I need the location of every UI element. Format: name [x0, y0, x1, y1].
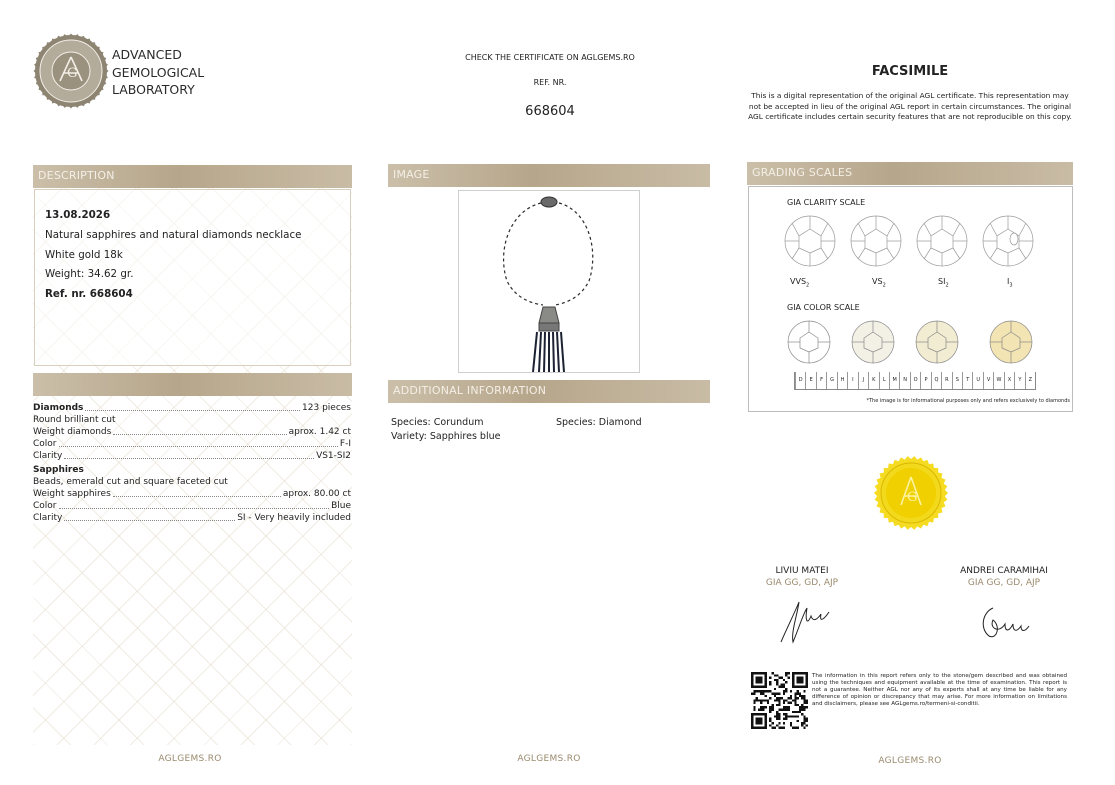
sapphire-weight-row: Weight sapphires aprox. 80.00 ct: [33, 489, 351, 499]
variety-sapphire: Variety: Sapphires blue: [391, 431, 501, 442]
color-grade-d: D: [795, 372, 805, 389]
sapphire-color-row: Color Blue: [33, 501, 351, 511]
description-header: DESCRIPTION: [33, 165, 352, 188]
color-scale-diagrams: [787, 320, 1047, 366]
diamond-weight-row: Weight diamonds aprox. 1.42 ct: [33, 427, 351, 437]
color-grade-p: P: [920, 372, 930, 389]
color-grade-s: S: [952, 372, 962, 389]
diamond-clarity-row: Clarity VS1-SI2: [33, 451, 351, 461]
diamond-color-row: Color F-I: [33, 439, 351, 449]
color-grade-y: Y: [1014, 372, 1024, 389]
clarity-label-i: $I_3$: [1007, 277, 1013, 289]
disclaimer-text: The information in this report refers only to the stone/gem described and was obtained using the techniques and equipment available at the time of examination. This report is not a guarantee. Neither AGL nor any of its experts shall at any time be liable for any difference of opinion or discrepancy that may arise. For more information on limitations and disclaimers, please see AGLgems.ro/termeni-si-conditii.: [812, 673, 1067, 708]
ref-number: 668604: [525, 104, 575, 119]
sapphires-cut: Beads, emerald cut and square faceted cut: [33, 477, 228, 487]
color-scale-title: GIA COLOR SCALE: [787, 303, 860, 312]
clarity-label-vs: $VS_2$: [872, 277, 886, 289]
color-grade-k: K: [868, 372, 878, 389]
color-letter-strip: [794, 372, 1036, 390]
species-diamond: Species: Diamond: [556, 417, 642, 428]
svg-text:G: G: [67, 66, 78, 81]
clarity-scale-title: GIA CLARITY SCALE: [787, 198, 866, 207]
svg-text:G: G: [907, 490, 918, 505]
footer-website-left[interactable]: AGLGEMS.RO: [158, 754, 222, 764]
check-certificate-text: CHECK THE CERTIFICATE ON AGLGEMS.RO: [465, 53, 635, 62]
item-weight: Weight: 34.62 gr.: [45, 268, 134, 281]
sapphires-title: Sapphires: [33, 465, 84, 475]
color-grade-g: G: [826, 372, 836, 389]
color-grade-z: Z: [1025, 372, 1035, 389]
diamonds-row: [33, 402, 351, 414]
signatory-2-title: GIA GG, GD, AJP: [967, 578, 1041, 588]
facsimile-notice: This is a digital representation of the original AGL certificate. This representation may not be accepted in lieu of the original AGL report in certain circumstances. The original AGL certificate includes certain security features that are not reproducible on this copy.: [748, 91, 1072, 121]
diamonds-count: 123 pieces: [302, 403, 351, 413]
clarity-scale-diagrams: [784, 215, 1044, 295]
grading-scales-box: [748, 186, 1073, 412]
signatory-1-title: GIA GG, GD, AJP: [765, 578, 839, 588]
facsimile-title: FACSIMILE: [871, 64, 949, 79]
lab-name-line1: ADVANCED: [112, 47, 182, 62]
clarity-label-si: $SI_2$: [938, 277, 949, 289]
footer-website-middle[interactable]: AGLGEMS.RO: [517, 754, 581, 764]
color-grade-i: I: [847, 372, 857, 389]
color-grade-t: T: [962, 372, 972, 389]
signature-1: [777, 598, 833, 652]
color-grade-l: L: [879, 372, 889, 389]
additional-info-header: ADDITIONAL INFORMATION: [388, 380, 710, 403]
footer-website-right[interactable]: AGLGEMS.RO: [878, 756, 942, 766]
color-grade-r: R: [941, 372, 951, 389]
description-box: [34, 189, 351, 366]
verification-qr-code[interactable]: [751, 672, 808, 729]
clarity-label-vvs: $VVS_2$: [790, 277, 810, 289]
details-header-bar: [33, 373, 352, 396]
color-grade-u: U: [972, 372, 982, 389]
diamonds-title: Diamonds: [33, 403, 84, 413]
lab-name-line3: LABORATORY: [112, 82, 195, 97]
color-grade-e: E: [805, 372, 815, 389]
certificate-date: 13.08.2026: [45, 209, 111, 221]
signatory-1-name: LIVIU MATEI: [775, 566, 829, 576]
gold-seal: [873, 455, 949, 531]
ref-label: REF. NR.: [533, 78, 567, 87]
color-grade-o: O: [910, 372, 920, 389]
grading-note: *The image is for informational purposes only and refers exclusively to diamonds: [866, 398, 1070, 404]
necklace-image: [458, 190, 640, 373]
color-grade-q: Q: [931, 372, 941, 389]
color-grade-n: N: [899, 372, 909, 389]
color-grade-h: H: [837, 372, 847, 389]
lab-name-line2: GEMOLOGICAL: [112, 64, 205, 80]
sapphire-clarity-row: Clarity SI - Very heavily included: [33, 513, 351, 523]
agl-logo-seal: [33, 33, 109, 109]
item-reference: Ref. nr. 668604: [45, 288, 133, 301]
metal-description: White gold 18k: [45, 248, 123, 261]
color-grade-f: F: [816, 372, 826, 389]
color-grade-m: M: [889, 372, 899, 389]
gem-details: [33, 402, 351, 524]
species-corundum: Species: Corundum: [391, 417, 484, 428]
image-header: IMAGE: [388, 164, 710, 187]
color-grade-x: X: [1004, 372, 1014, 389]
signature-2: [975, 602, 1031, 646]
diamonds-cut: Round brilliant cut: [33, 415, 116, 425]
signatory-2-name: ANDREI CARAMIHAI: [960, 566, 1048, 576]
grading-scales-header: GRADING SCALES: [747, 162, 1073, 185]
color-grade-w: W: [993, 372, 1003, 389]
color-grade-j: J: [858, 372, 868, 389]
item-description: Natural sapphires and natural diamonds necklace: [45, 228, 302, 241]
color-grade-v: V: [983, 372, 993, 389]
